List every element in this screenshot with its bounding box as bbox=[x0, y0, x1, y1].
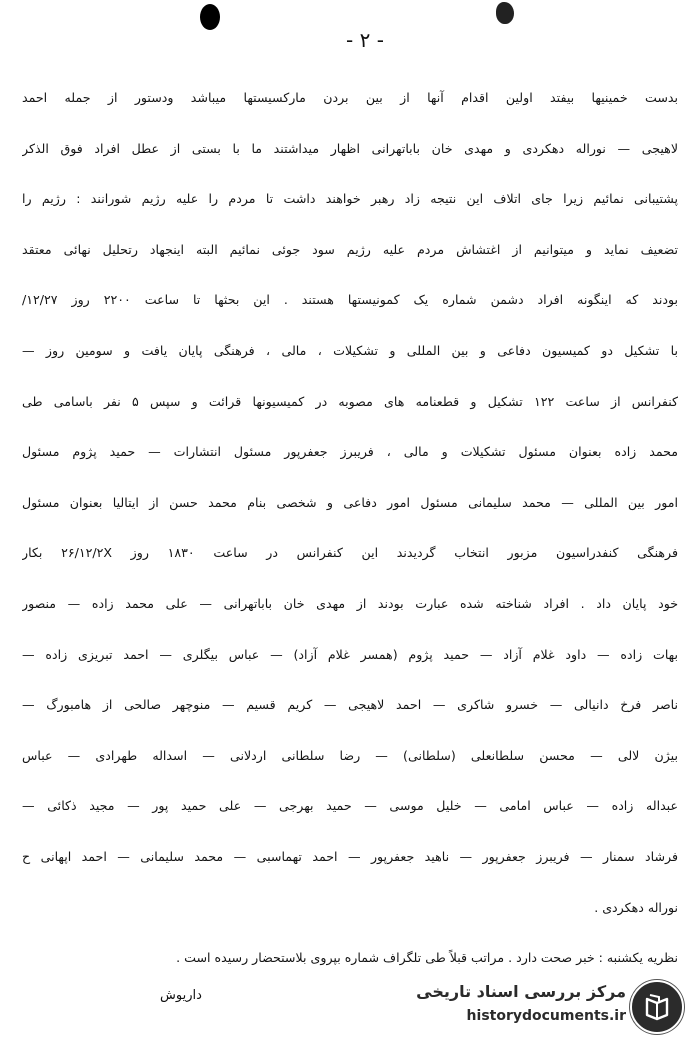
text-line: ناصر فرخ دانیالی — خسرو شاکری — احمد لاهیجی — کریم قسیم — منوچهر صالحی از هامبورگ — bbox=[22, 697, 678, 713]
page-number: - ۲ - bbox=[346, 28, 384, 52]
text-line: نظریه یکشنبه : خبر صحت دارد . مراتب قبلاً طی تلگراف شماره بپروی بلاستحضار رسیده است . bbox=[176, 950, 678, 966]
text-line: کنفرانس از ساعت ۱۲۲ تشکیل و قطعنامه های مصوبه در کمیسیونها قرائت و سپس ۵ نفر باسامی طی bbox=[22, 393, 678, 409]
watermark-title: مرکز بررسی اسناد تاریخی bbox=[416, 982, 626, 1001]
text-line: محمد زاده بعنوان مسئول تشکیلات و مالی ، فریبرز جعفرپور مسئول انتشارات — حمید پژوم مسئول bbox=[22, 444, 678, 460]
text-line: لاهیجی — نوراله دهکردی و مهدی خان باباتهرانی اظهار میداشتند ما با بستی از عطل افراد فوق الذکر bbox=[22, 140, 678, 156]
text-line: با تشکیل دو کمیسیون دفاعی و بین المللی و تشکیلات ، مالی ، فرهنگی پایان یافت و سومین روز — bbox=[22, 342, 678, 358]
document-body bbox=[22, 76, 678, 987]
text-line: بودند که اینگونه افراد دشمن شماره یک کمونیستها هستند . این بحثها تا ساعت ۲۲۰۰ روز ۱۲/۲۷/ bbox=[22, 292, 678, 308]
text-line: بهات زاده — داود غلام آزاد — حمید پژوم (همسر غلام آزاد) — عباس بیگلری — احمد تبریزی زاده — bbox=[22, 646, 678, 662]
text-line: بدست خمینیها بیفتد اولین اقدام آنها از بین بردن مارکسیستها میباشد ودستور از جمله احمد bbox=[22, 90, 678, 105]
watermark bbox=[412, 980, 684, 1034]
ink-blot-mark bbox=[496, 2, 514, 24]
text-line: نوراله دهکردی . bbox=[594, 899, 678, 915]
book-page-icon bbox=[630, 980, 684, 1034]
text-line: پشتیبانی نمائیم زیرا جای اتلاف این نتیجه زاد رهبر خواهند داشت تا مردم را علیه رژیم شورانند : رژیم را bbox=[22, 191, 678, 207]
watermark-url: historydocuments.ir bbox=[466, 1008, 626, 1024]
signature: داریوش bbox=[160, 988, 202, 1003]
punch-hole-mark bbox=[200, 4, 220, 30]
text-line: تضعیف نماید و میتوانیم از اغتشاش مردم علیه رژیم سود جوئی نمائیم البته اینجهاد رتحلیل نهائی معتقد bbox=[22, 241, 678, 257]
text-line: عبداله زاده — عباس امامی — خلیل موسی — حمید بهرجی — علی حمید پور — مجید ذکائی — bbox=[22, 798, 678, 814]
text-line: فرشاد سمنار — فریبرز جعفرپور — ناهید جعفرپور — احمد تهماسبی — محمد سلیمانی — احمد اپهانی ح bbox=[22, 848, 678, 864]
text-line: فرهنگی کنفدراسیون مزبور انتخاب گردیدند این کنفرانس در ساعت ۱۸۳۰ روز ۲۶/۱۲/۲X بکار bbox=[22, 545, 678, 561]
text-line: بیژن لالی — محسن سلطانعلی (سلطانی) — رضا سلطانی اردلانی — اسداله طهرادی — عباس bbox=[22, 747, 678, 763]
text-line: امور بین المللی — محمد سلیمانی مسئول امور دفاعی و شخصی بنام محمد حسن از ایتالیا بعنوان مسئول bbox=[22, 494, 678, 510]
text-line: خود پایان داد . افراد شناخته شده عبارت بودند از مهدی خان باباتهرانی — علی محمد زاده — منصور bbox=[22, 595, 678, 611]
